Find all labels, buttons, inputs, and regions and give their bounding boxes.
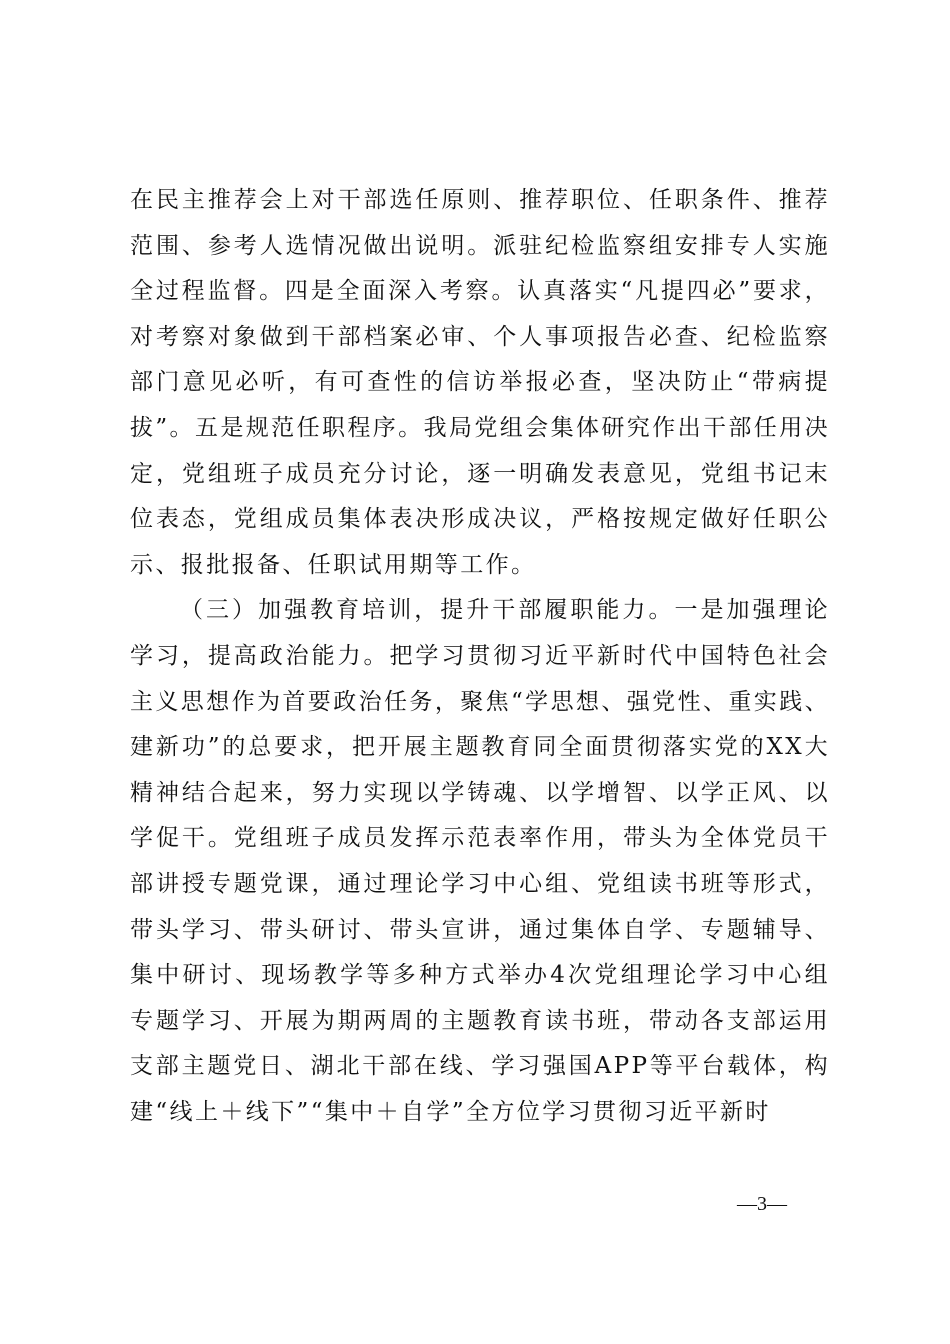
document-body [130,178,830,1135]
paragraph-cadre-selection-procedure: 在民主推荐会上对干部选任原则、推荐职位、任职条件、推荐范围、参考人选情况做出说明。派驻纪检监察组安排专人实施全过程监督。四是全面深入考察。认真落实“凡提四必”要求，对考察对象做到干部档案必审、个人事项报告必查、纪检监察部门意见必听，有可查性的信访举报必查，坚决防止“带病提拔”。五是规范任职程序。我局党组会集体研究作出干部任用决定，党组班子成员充分讨论，逐一明确发表意见，党组书记末位表态，党组成员集体表决形成决议，严格按规定做好任职公示、报批报备、任职试用期等工作。 [130,187,830,578]
paragraph-education-training: （三）加强教育培训，提升干部履职能力。一是加强理论学习，提高政治能力。把学习贯彻习近平新时代中国特色社会主义思想作为首要政治任务，聚焦“学思想、强党性、重实践、建新功”的总要求，把开展主题教育同全面贯彻落实党的XX大精神结合起来，努力实现以学铸魂、以学增智、以学正风、以学促干。党组班子成员发挥示范表率作用，带头为全体党员干部讲授专题党课，通过理论学习中心组、党组读书班等形式，带头学习、带头研讨、带头宣讲，通过集体自学、专题辅导、集中研讨、现场教学等多种方式举办4次党组理论学习中心组专题学习、开展为期两周的主题教育读书班，带动各支部运用支部主题党日、湖北干部在线、学习强国APP等平台载体，构建“线上＋线下”“集中＋自学”全方位学习贯彻习近平新时 [130,597,830,1125]
page-number: —3— [737,1193,787,1215]
